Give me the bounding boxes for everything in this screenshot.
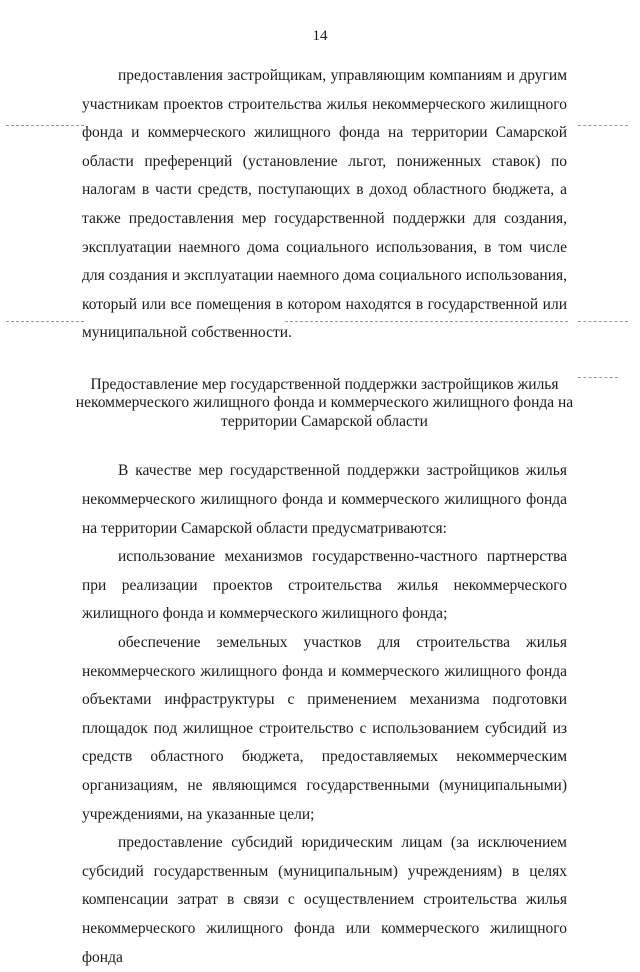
scan-artifact-line bbox=[6, 125, 84, 126]
scan-artifact-line bbox=[6, 321, 84, 322]
page-number: 14 bbox=[312, 28, 328, 44]
paragraph: предоставление субсидий юридическим лицам (за исключением субсидий государственным (муниципальным) учреждениям) в целях компенсации затрат в связи с осуществлением строительства жилья некоммерческого жилищного фонда или коммерческого жилищного фонда bbox=[82, 834, 567, 966]
scan-artifact-line bbox=[578, 125, 628, 126]
scan-artifact-line bbox=[578, 377, 618, 378]
document-body bbox=[75, 62, 574, 972]
paragraph: В качестве мер государственной поддержки застройщиков жилья некоммерческого жилищного фонда и коммерческого жилищного фонда на территории Самарской области предусматриваются: bbox=[82, 462, 567, 537]
section-heading: Предоставление мер государственной поддержки застройщиков жилья некоммерческого жилищного фонда и коммерческого жилищного фонда на территории Самарской области bbox=[75, 375, 574, 430]
paragraph: предоставления застройщикам, управляющим компаниям и другим участникам проектов строительства жилья некоммерческого жилищного фонда и коммерческого жилищного фонда на территории Самарской области преференций (установление льгот, пониженных ставок) по налогам в части средств, поступающих в доход областного бюджета, а также предоставления мер государственной поддержки для создания, эксплуатации наемного дома социального использования, в том числе для создания и эксплуатации наемного дома социального использования, который или все помещения в котором находятся в государственной или муниципальной собственности. bbox=[82, 67, 567, 342]
paragraph: обеспечение земельных участков для строительства жилья некоммерческого жилищного фонда и коммерческого жилищного фонда объектами инфраструктуры с применением механизма подготовки площадок под жилищное строительство с использованием субсидий из средств областного бюджета, предоставляемых некоммерческим организациям, не являющимся государственными (муниципальными) учреждениями, на указанные цели; bbox=[82, 634, 567, 823]
paragraph: использование механизмов государственно-частного партнерства при реализации проектов строительства жилья некоммерческого жилищного фонда и коммерческого жилищного фонда; bbox=[82, 548, 567, 623]
scan-artifact-line bbox=[578, 321, 628, 322]
